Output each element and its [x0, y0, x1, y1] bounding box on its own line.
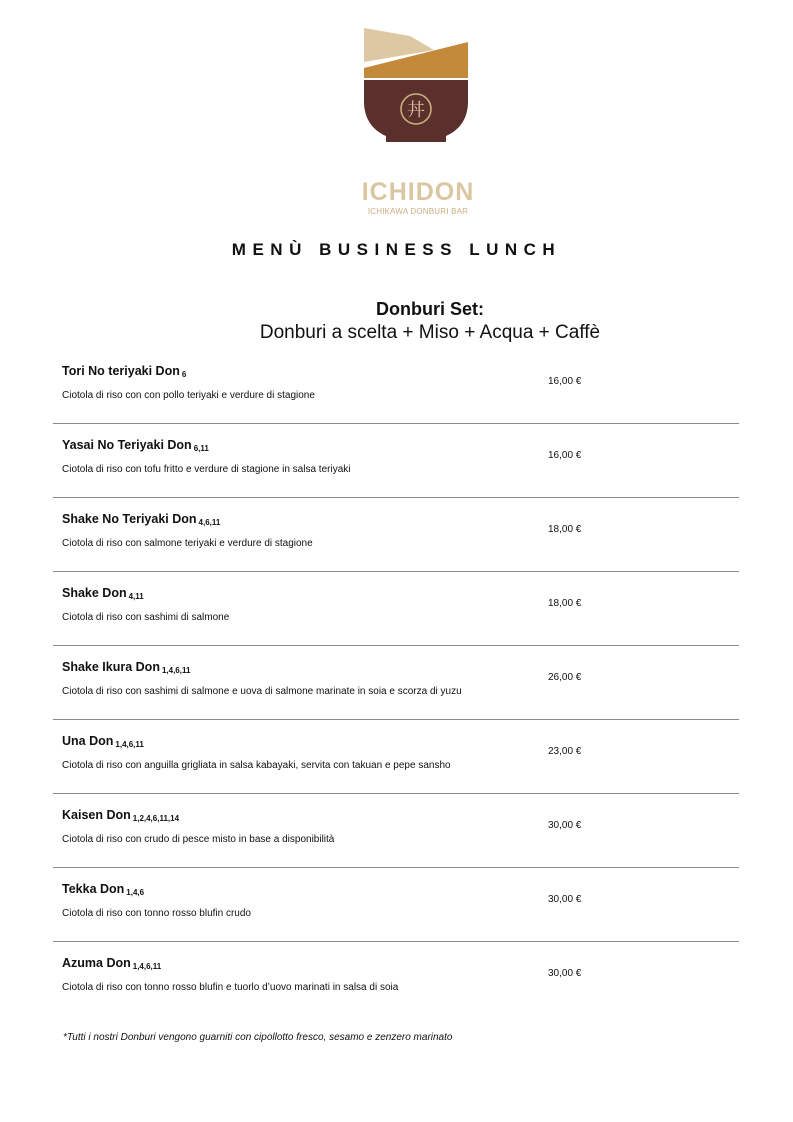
item-allergens: 6,11 [193, 444, 209, 453]
item-description: Ciotola di riso con crudo di pesce misto in base a disponibilità [62, 834, 335, 845]
set-subtitle: Donburi a scelta + Miso + Acqua + Caffè [259, 322, 601, 343]
item-price: 30,00 € [548, 968, 582, 979]
set-title: Donburi Set: [376, 299, 484, 319]
item-price: 26,00 € [548, 672, 582, 683]
menu-item [53, 794, 739, 868]
brand-logo [348, 22, 488, 216]
item-name: Azuma Don [62, 956, 131, 970]
item-price: 18,00 € [548, 524, 582, 535]
brand-subtitle: ICHIKAWA DONBURI BAR [367, 207, 469, 216]
item-description: Ciotola di riso con sashimi di salmone [62, 612, 230, 623]
item-description: Ciotola di riso con tonno rosso blufin crudo [62, 908, 251, 919]
menu-item [53, 868, 739, 942]
item-allergens: 1,4,6,11 [161, 666, 191, 675]
item-price: 30,00 € [548, 820, 582, 831]
item-name: Shake Ikura Don [62, 660, 160, 674]
menu-item [53, 572, 739, 646]
item-price: 18,00 € [548, 598, 582, 609]
item-allergens: 6 [181, 370, 187, 379]
menu-item [53, 646, 739, 720]
menu-item [53, 720, 739, 794]
menu-item [53, 350, 739, 424]
footnote: *Tutti i nostri Donburi vengono guarniti con cipollotto fresco, sesamo e zenzero marinato [63, 1032, 453, 1043]
item-description: Ciotola di riso con salmone teriyaki e verdure di stagione [62, 538, 313, 549]
item-name: Tori No teriyaki Don [62, 364, 180, 378]
item-description: Ciotola di riso con tofu fritto e verdure di stagione in salsa teriyaki [62, 464, 351, 475]
brand-name: ICHIDON [361, 178, 475, 206]
menu-item [53, 942, 739, 1015]
item-price: 23,00 € [548, 746, 582, 757]
logo-emblem-glyph: 丼 [407, 100, 425, 121]
menu-items-list [53, 350, 739, 1015]
item-name: Shake Don [62, 586, 127, 600]
item-price: 30,00 € [548, 894, 582, 905]
menu-item [53, 498, 739, 572]
item-price: 16,00 € [548, 376, 582, 387]
item-allergens: 1,4,6,11 [115, 740, 144, 749]
item-description: Ciotola di riso con sashimi di salmone e uova di salmone marinate in soia e scorza di yuzu [62, 686, 462, 697]
donburi-bowl-icon [348, 22, 488, 172]
item-allergens: 4,11 [128, 592, 144, 601]
item-price: 16,00 € [548, 450, 582, 461]
item-description: Ciotola di riso con anguilla grigliata in salsa kabayaki, servita con takuan e pepe sansho [62, 760, 451, 771]
item-description: Ciotola di riso con tonno rosso blufin e tuorlo d’uovo marinati in salsa di soia [62, 982, 399, 993]
item-name: Shake No Teriyaki Don [62, 512, 197, 526]
item-allergens: 4,6,11 [198, 518, 221, 527]
item-description: Ciotola di riso con con pollo teriyaki e verdure di stagione [62, 390, 315, 401]
item-allergens: 1,2,4,6,11,14 [132, 814, 180, 823]
item-allergens: 1,4,6 [126, 888, 145, 897]
item-name: Una Don [62, 734, 114, 748]
item-allergens: 1,4,6,11 [132, 962, 162, 971]
item-name: Tekka Don [62, 882, 125, 896]
menu-item [53, 424, 739, 498]
menu-title: MENÙ BUSINESS LUNCH [231, 240, 562, 259]
item-name: Kaisen Don [62, 808, 131, 822]
item-name: Yasai No Teriyaki Don [62, 438, 192, 452]
